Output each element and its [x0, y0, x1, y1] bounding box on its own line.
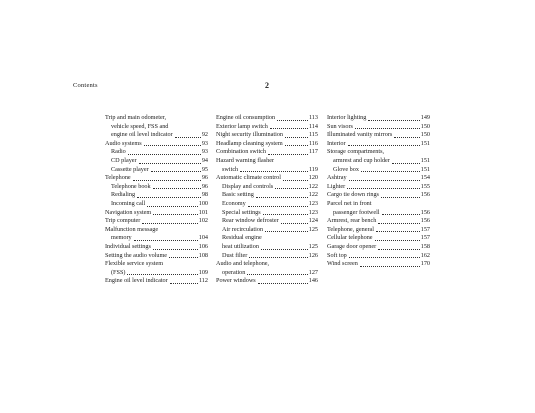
toc-entry[interactable]: [105, 226, 208, 235]
toc-entry[interactable]: [105, 174, 208, 183]
toc-entry[interactable]: [327, 123, 430, 132]
toc-entry[interactable]: [327, 131, 430, 140]
dot-leader: [263, 214, 308, 215]
toc-entry-title: Parcel net in front: [327, 199, 372, 207]
toc-entry[interactable]: [327, 200, 430, 209]
toc-entry[interactable]: [105, 183, 208, 192]
toc-entry-title: Trip and main odometer,: [105, 114, 167, 121]
toc-entry[interactable]: [105, 157, 208, 166]
toc-entry[interactable]: [105, 243, 208, 252]
toc-entry[interactable]: [105, 148, 208, 157]
toc-entry[interactable]: [327, 252, 430, 261]
toc-entry-title: Telephone: [105, 174, 131, 182]
toc-entry[interactable]: [105, 166, 208, 175]
toc-entry[interactable]: [216, 200, 318, 209]
toc-entry[interactable]: [327, 226, 430, 235]
toc-entry-title: Lighter: [327, 182, 346, 190]
dot-leader: [283, 180, 308, 181]
dot-leader: [378, 249, 420, 250]
toc-entry-page: 150: [420, 122, 430, 130]
toc-entry-title: Cassette player: [111, 165, 149, 173]
toc-entry-page: 112: [198, 277, 208, 285]
toc-entry-title: Telephone book: [111, 182, 151, 190]
dot-leader: [394, 137, 419, 138]
toc-entry-title: Combination switch: [216, 148, 267, 156]
toc-entry[interactable]: [216, 123, 318, 132]
toc-entry-title: Special settings: [222, 208, 261, 216]
dot-leader: [265, 231, 308, 232]
toc-entry-title: Engine oil consumption: [216, 114, 276, 121]
toc-entry-title: Engine oil level indicator: [105, 277, 168, 285]
toc-entry[interactable]: [327, 243, 430, 252]
toc-entry-title: Flexible service system: [105, 260, 164, 268]
toc-column-2: [216, 114, 318, 286]
toc-entry-title: Display and controls: [222, 182, 274, 190]
toc-entry[interactable]: [216, 157, 318, 166]
toc-entry-title: heat utilization: [222, 242, 259, 250]
toc-entry-page: 114: [308, 122, 318, 130]
toc-entry-page: 102: [198, 217, 208, 225]
toc-entry-page: 150: [420, 131, 430, 139]
toc-entry[interactable]: [216, 183, 318, 192]
toc-entry[interactable]: [216, 217, 318, 226]
toc-entry-title: Malfunction message: [105, 225, 159, 233]
dot-leader: [285, 137, 308, 138]
toc-entry-title: operation: [222, 268, 246, 276]
toc-entry-page: 120: [308, 174, 318, 182]
toc-entry[interactable]: [105, 123, 208, 132]
toc-entry[interactable]: [216, 226, 318, 235]
toc-entry[interactable]: [105, 217, 208, 226]
toc-entry-title: Night security illumination: [216, 131, 284, 139]
toc-entry-page: 122: [308, 191, 318, 199]
toc-entry-title: Sun visors: [327, 122, 353, 130]
toc-entry-title: Interior lighting: [327, 114, 367, 121]
dot-leader: [347, 188, 420, 189]
dot-leader: [169, 257, 198, 258]
dot-leader: [248, 206, 308, 207]
dot-leader: [151, 171, 201, 172]
toc-entry[interactable]: [216, 148, 318, 157]
toc-entry[interactable]: [216, 209, 318, 218]
toc-entry-title: Storage compartments,: [327, 148, 385, 156]
toc-entry[interactable]: [105, 269, 208, 278]
toc-entry-title: Garage door opener: [327, 242, 377, 250]
dot-leader: [256, 197, 308, 198]
toc-entry-title: Air recirculation: [222, 225, 264, 233]
toc-entry[interactable]: [105, 131, 208, 140]
dot-leader: [261, 249, 308, 250]
dot-leader: [139, 163, 201, 164]
toc-entry-title: Incoming call: [111, 199, 146, 207]
toc-entry-title: Telephone, general: [327, 225, 374, 233]
toc-entry[interactable]: [216, 140, 318, 149]
toc-column-3: [327, 114, 430, 269]
toc-entry-page: 151: [420, 165, 430, 173]
toc-entry[interactable]: [216, 131, 318, 140]
dot-leader: [134, 240, 198, 241]
toc-entry[interactable]: [105, 252, 208, 261]
dot-leader: [270, 128, 308, 129]
toc-entry-title: Rear window defroster: [222, 217, 279, 225]
toc-entry-page: 96: [201, 174, 208, 182]
toc-entry-page: 127: [308, 268, 318, 276]
toc-entry-page: 98: [201, 191, 208, 199]
toc-entry-page: 109: [198, 268, 208, 276]
dot-leader: [285, 145, 308, 146]
dot-leader: [349, 257, 420, 258]
toc-entry[interactable]: [327, 234, 430, 243]
toc-entry-title: vehicle speed, FSS and: [111, 122, 169, 130]
dot-leader: [277, 120, 308, 121]
toc-entry[interactable]: [327, 260, 430, 269]
toc-entry-title: Navigation system: [105, 208, 152, 216]
toc-entry[interactable]: [327, 148, 430, 157]
toc-entry-title: Setting the audio volume: [105, 251, 168, 259]
toc-entry[interactable]: [216, 166, 318, 175]
toc-entry-page: 146: [308, 277, 318, 285]
toc-entry-page: 96: [201, 182, 208, 190]
dot-leader: [247, 274, 307, 275]
toc-entry[interactable]: [327, 114, 430, 123]
toc-entry-page: 95: [201, 165, 208, 173]
dot-leader: [153, 249, 198, 250]
dot-leader: [376, 231, 420, 232]
toc-entry-title: Wind screen: [327, 260, 358, 268]
toc-entry[interactable]: [216, 269, 318, 278]
toc-entry-title: Power windows: [216, 277, 256, 285]
toc-entry[interactable]: [327, 140, 430, 149]
toc-entry-page: 170: [420, 260, 430, 268]
dot-leader: [133, 180, 201, 181]
toc-entry-title: Ashtray: [327, 174, 347, 182]
dot-leader: [147, 206, 198, 207]
dot-leader: [355, 128, 420, 129]
toc-entry[interactable]: [216, 174, 318, 183]
toc-entry-title: Trip computer: [105, 217, 141, 225]
dot-leader: [142, 223, 197, 224]
toc-entry-page: 101: [198, 208, 208, 216]
toc-entry[interactable]: [105, 209, 208, 218]
toc-entry-page: 123: [308, 208, 318, 216]
toc-entry-title: Basic setting: [222, 191, 254, 199]
dot-leader: [381, 197, 420, 198]
dot-leader: [348, 145, 420, 146]
toc-entry[interactable]: [105, 191, 208, 200]
toc-entry-page: 156: [420, 217, 430, 225]
toc-entry-title: Glove box: [333, 165, 359, 173]
toc-entry-title: switch: [222, 165, 239, 173]
toc-entry-title: Residual engine: [222, 234, 262, 242]
toc-entry[interactable]: [216, 277, 318, 286]
toc-entry-page: 124: [308, 217, 318, 225]
toc-entry-title: memory: [111, 234, 132, 242]
dot-leader: [275, 188, 308, 189]
toc-entry[interactable]: [327, 183, 430, 192]
toc-entry-title: Redialing: [111, 191, 136, 199]
toc-entry-title: Audio and telephone,: [216, 260, 270, 268]
toc-entry-page: 100: [198, 199, 208, 207]
toc-entry[interactable]: [216, 234, 318, 243]
toc-entry-page: 113: [308, 114, 318, 121]
toc-entry[interactable]: [216, 260, 318, 269]
toc-entry-page: 122: [308, 182, 318, 190]
toc-entry-title: Cellular telephone: [327, 234, 373, 242]
toc-entry-page: 155: [420, 182, 430, 190]
dot-leader: [153, 214, 197, 215]
toc-entry-title: Hazard warning flasher: [216, 156, 275, 164]
toc-entry[interactable]: [216, 243, 318, 252]
dot-leader: [258, 283, 308, 284]
page-number: 2: [265, 81, 269, 90]
toc-entry-page: 162: [420, 251, 430, 259]
toc-entry-page: 93: [201, 139, 208, 147]
dot-leader: [240, 171, 308, 172]
toc-entry-page: 116: [308, 139, 318, 147]
toc-entry-page: 156: [420, 208, 430, 216]
dot-leader: [144, 145, 201, 146]
toc-entry[interactable]: [105, 114, 208, 123]
toc-entry-page: 151: [420, 156, 430, 164]
toc-entry-title: Armrest, rear bench: [327, 217, 377, 225]
toc-entry-page: 108: [198, 251, 208, 259]
dot-leader: [378, 223, 419, 224]
dot-leader: [153, 188, 201, 189]
toc-entry-page: 119: [308, 165, 318, 173]
toc-entry-page: 104: [198, 234, 208, 242]
toc-entry-title: passenger footwell: [333, 208, 380, 216]
toc-entry-title: armrest and cup holder: [333, 156, 390, 164]
toc-entry[interactable]: [105, 200, 208, 209]
toc-entry-page: 157: [420, 225, 430, 233]
toc-entry-title: Interior: [327, 139, 346, 147]
toc-entry[interactable]: [327, 217, 430, 226]
toc-entry[interactable]: [105, 140, 208, 149]
toc-column-1: [105, 114, 208, 286]
toc-entry-page: 154: [420, 174, 430, 182]
dot-leader: [127, 274, 197, 275]
toc-entry-page: 92: [201, 131, 208, 139]
dot-leader: [368, 120, 419, 121]
dot-leader: [361, 171, 420, 172]
dot-leader: [382, 214, 420, 215]
toc-entry-title: Exterior lamp switch: [216, 122, 268, 130]
toc-entry[interactable]: [327, 157, 430, 166]
toc-entry[interactable]: [216, 252, 318, 261]
toc-entry-page: 158: [420, 242, 430, 250]
toc-entry-page: 115: [308, 131, 318, 139]
toc-entry-title: Soft top: [327, 251, 347, 259]
dot-leader: [281, 223, 308, 224]
toc-entry-page: 151: [420, 139, 430, 147]
toc-entry-page: 117: [308, 148, 318, 156]
toc-entry[interactable]: [327, 166, 430, 175]
toc-entry[interactable]: [105, 277, 208, 286]
dot-leader: [349, 180, 420, 181]
dot-leader: [128, 154, 201, 155]
toc-entry-title: Illuminated vanity mirrors: [327, 131, 393, 139]
toc-entry-title: Headlamp cleaning system: [216, 139, 283, 147]
toc-entry-page: 149: [420, 114, 430, 121]
dot-leader: [175, 137, 201, 138]
toc-entry-page: 94: [201, 156, 208, 164]
toc-entry-title: Individual settings: [105, 242, 151, 250]
dot-leader: [392, 163, 420, 164]
toc-entry-page: 156: [420, 191, 430, 199]
toc-entry-title: (FSS): [111, 268, 126, 276]
toc-entry-page: 157: [420, 234, 430, 242]
toc-entry[interactable]: [327, 191, 430, 200]
toc-entry-title: engine oil level indicator: [111, 131, 173, 139]
toc-entry-page: 106: [198, 242, 208, 250]
toc-entry-title: Automatic climate control: [216, 174, 281, 182]
toc-entry-title: Cargo tie down rings: [327, 191, 379, 199]
toc-entry[interactable]: [327, 174, 430, 183]
toc-entry[interactable]: [216, 114, 318, 123]
dot-leader: [249, 257, 307, 258]
section-title: Contents: [73, 82, 98, 89]
toc-entry[interactable]: [105, 260, 208, 269]
toc-entry-title: Radio: [111, 148, 126, 156]
toc-entry[interactable]: [105, 234, 208, 243]
toc-entry-title: Dust filter: [222, 251, 248, 259]
toc-entry-title: CD player: [111, 156, 137, 164]
dot-leader: [170, 283, 198, 284]
toc-entry-page: 93: [201, 148, 208, 156]
toc-entry-page: 125: [308, 225, 318, 233]
dot-leader: [137, 197, 201, 198]
dot-leader: [268, 154, 308, 155]
dot-leader: [360, 266, 420, 267]
toc-entry-page: 125: [308, 242, 318, 250]
toc-entry-page: 126: [308, 251, 318, 259]
toc-entry[interactable]: [327, 209, 430, 218]
toc-entry-title: Audio systems: [105, 139, 142, 147]
toc-entry[interactable]: [216, 191, 318, 200]
toc-entry-title: Economy: [222, 199, 246, 207]
dot-leader: [375, 240, 420, 241]
toc-entry-page: 123: [308, 199, 318, 207]
